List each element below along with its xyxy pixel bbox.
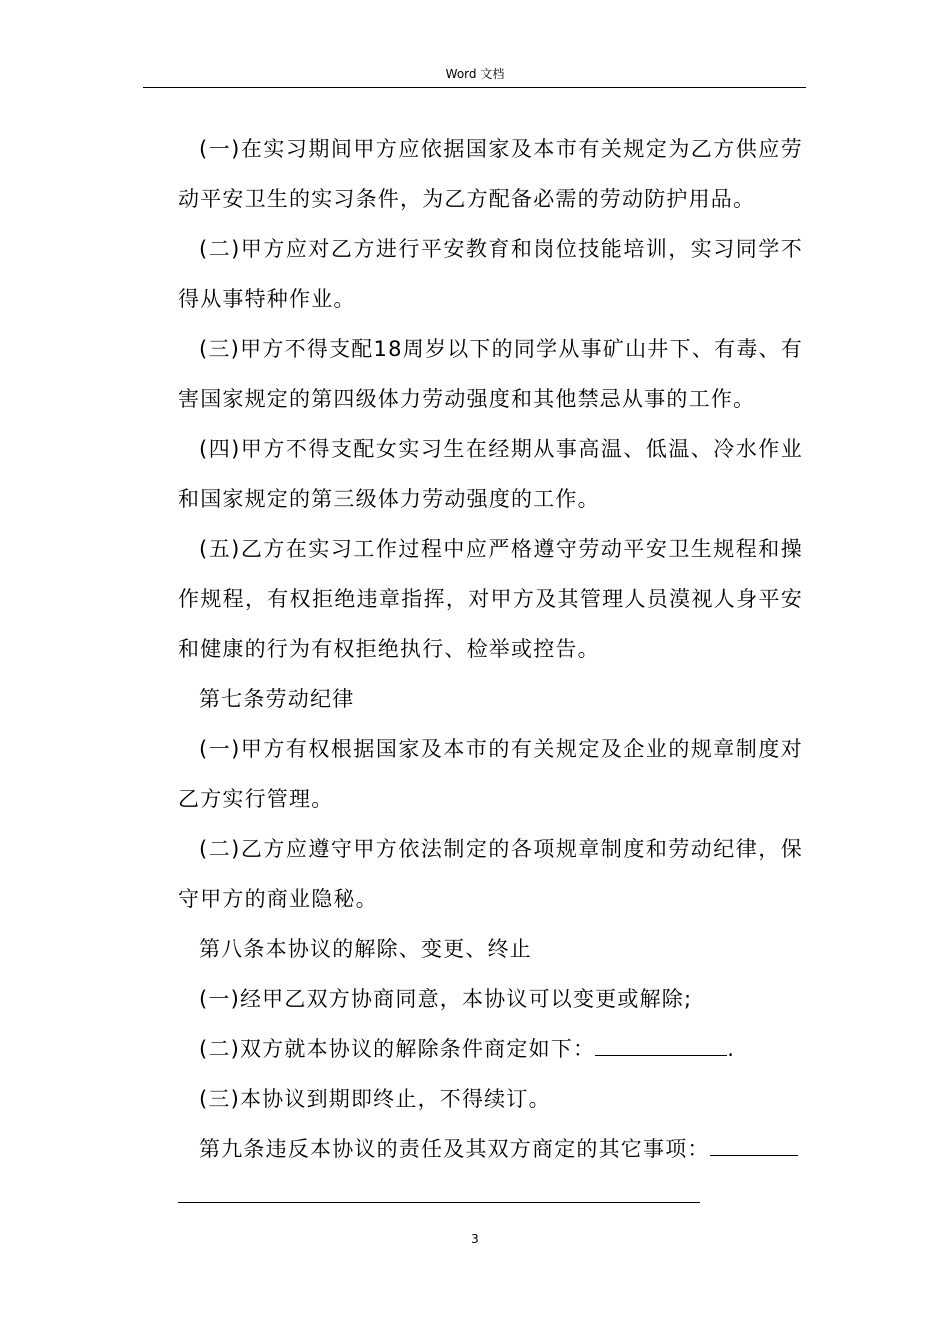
paragraph-7: (二)乙方应遵守甲方依法制定的各项规章制度和劳动纪律，保守甲方的商业隐秘。 xyxy=(178,837,803,911)
section-heading-article-7: 第七条劳动纪律 xyxy=(199,687,355,711)
paragraph-9-suffix: . xyxy=(727,1037,736,1061)
paragraph-4: (四)甲方不得支配女实习生在经期从事高温、低温、冷水作业和国家规定的第三级体力劳动强度的工作。 xyxy=(178,437,803,511)
paragraph-2: (二)甲方应对乙方进行平安教育和岗位技能培训，实习同学不得从事特种作业。 xyxy=(178,237,803,311)
paragraph-5: (五)乙方在实习工作过程中应严格遵守劳动平安卫生规程和操作规程，有权拒绝违章指挥，对甲方及其管理人员漠视人身平安和健康的行为有权拒绝执行、检举或控告。 xyxy=(178,537,803,661)
page-number: 3 xyxy=(471,1232,479,1246)
paragraph-10: (三)本协议到期即终止，不得续订。 xyxy=(199,1087,551,1111)
document-body xyxy=(178,124,803,1174)
section-heading-article-8: 第八条本协议的解除、变更、终止 xyxy=(199,937,532,961)
paragraph-9-with-blank xyxy=(178,1024,803,1074)
paragraph-9-text: (二)双方就本协议的解除条件商定如下： xyxy=(199,1037,596,1061)
article-9-text: 第九条违反本协议的责任及其双方商定的其它事项： xyxy=(199,1137,710,1161)
paragraph-1: (一)在实习期间甲方应依据国家及本市有关规定为乙方供应劳动平安卫生的实习条件，为乙方配备必需的劳动防护用品。 xyxy=(178,137,803,211)
paragraph-3: (三)甲方不得支配18周岁以下的同学从事矿山井下、有毒、有害国家规定的第四级体力劳动强度和其他禁忌从事的工作。 xyxy=(178,337,803,411)
paragraph-6: (一)甲方有权根据国家及本市的有关规定及企业的规章制度对乙方实行管理。 xyxy=(178,737,803,811)
fill-in-blank-line xyxy=(595,1029,727,1056)
header-divider xyxy=(143,87,806,88)
page-header-title: Word 文档 xyxy=(445,67,505,81)
fill-in-blank-line-tail xyxy=(710,1129,798,1156)
fill-in-blank-line-full xyxy=(178,1202,700,1203)
section-heading-article-9 xyxy=(178,1124,803,1174)
paragraph-8: (一)经甲乙双方协商同意，本协议可以变更或解除; xyxy=(199,987,693,1011)
